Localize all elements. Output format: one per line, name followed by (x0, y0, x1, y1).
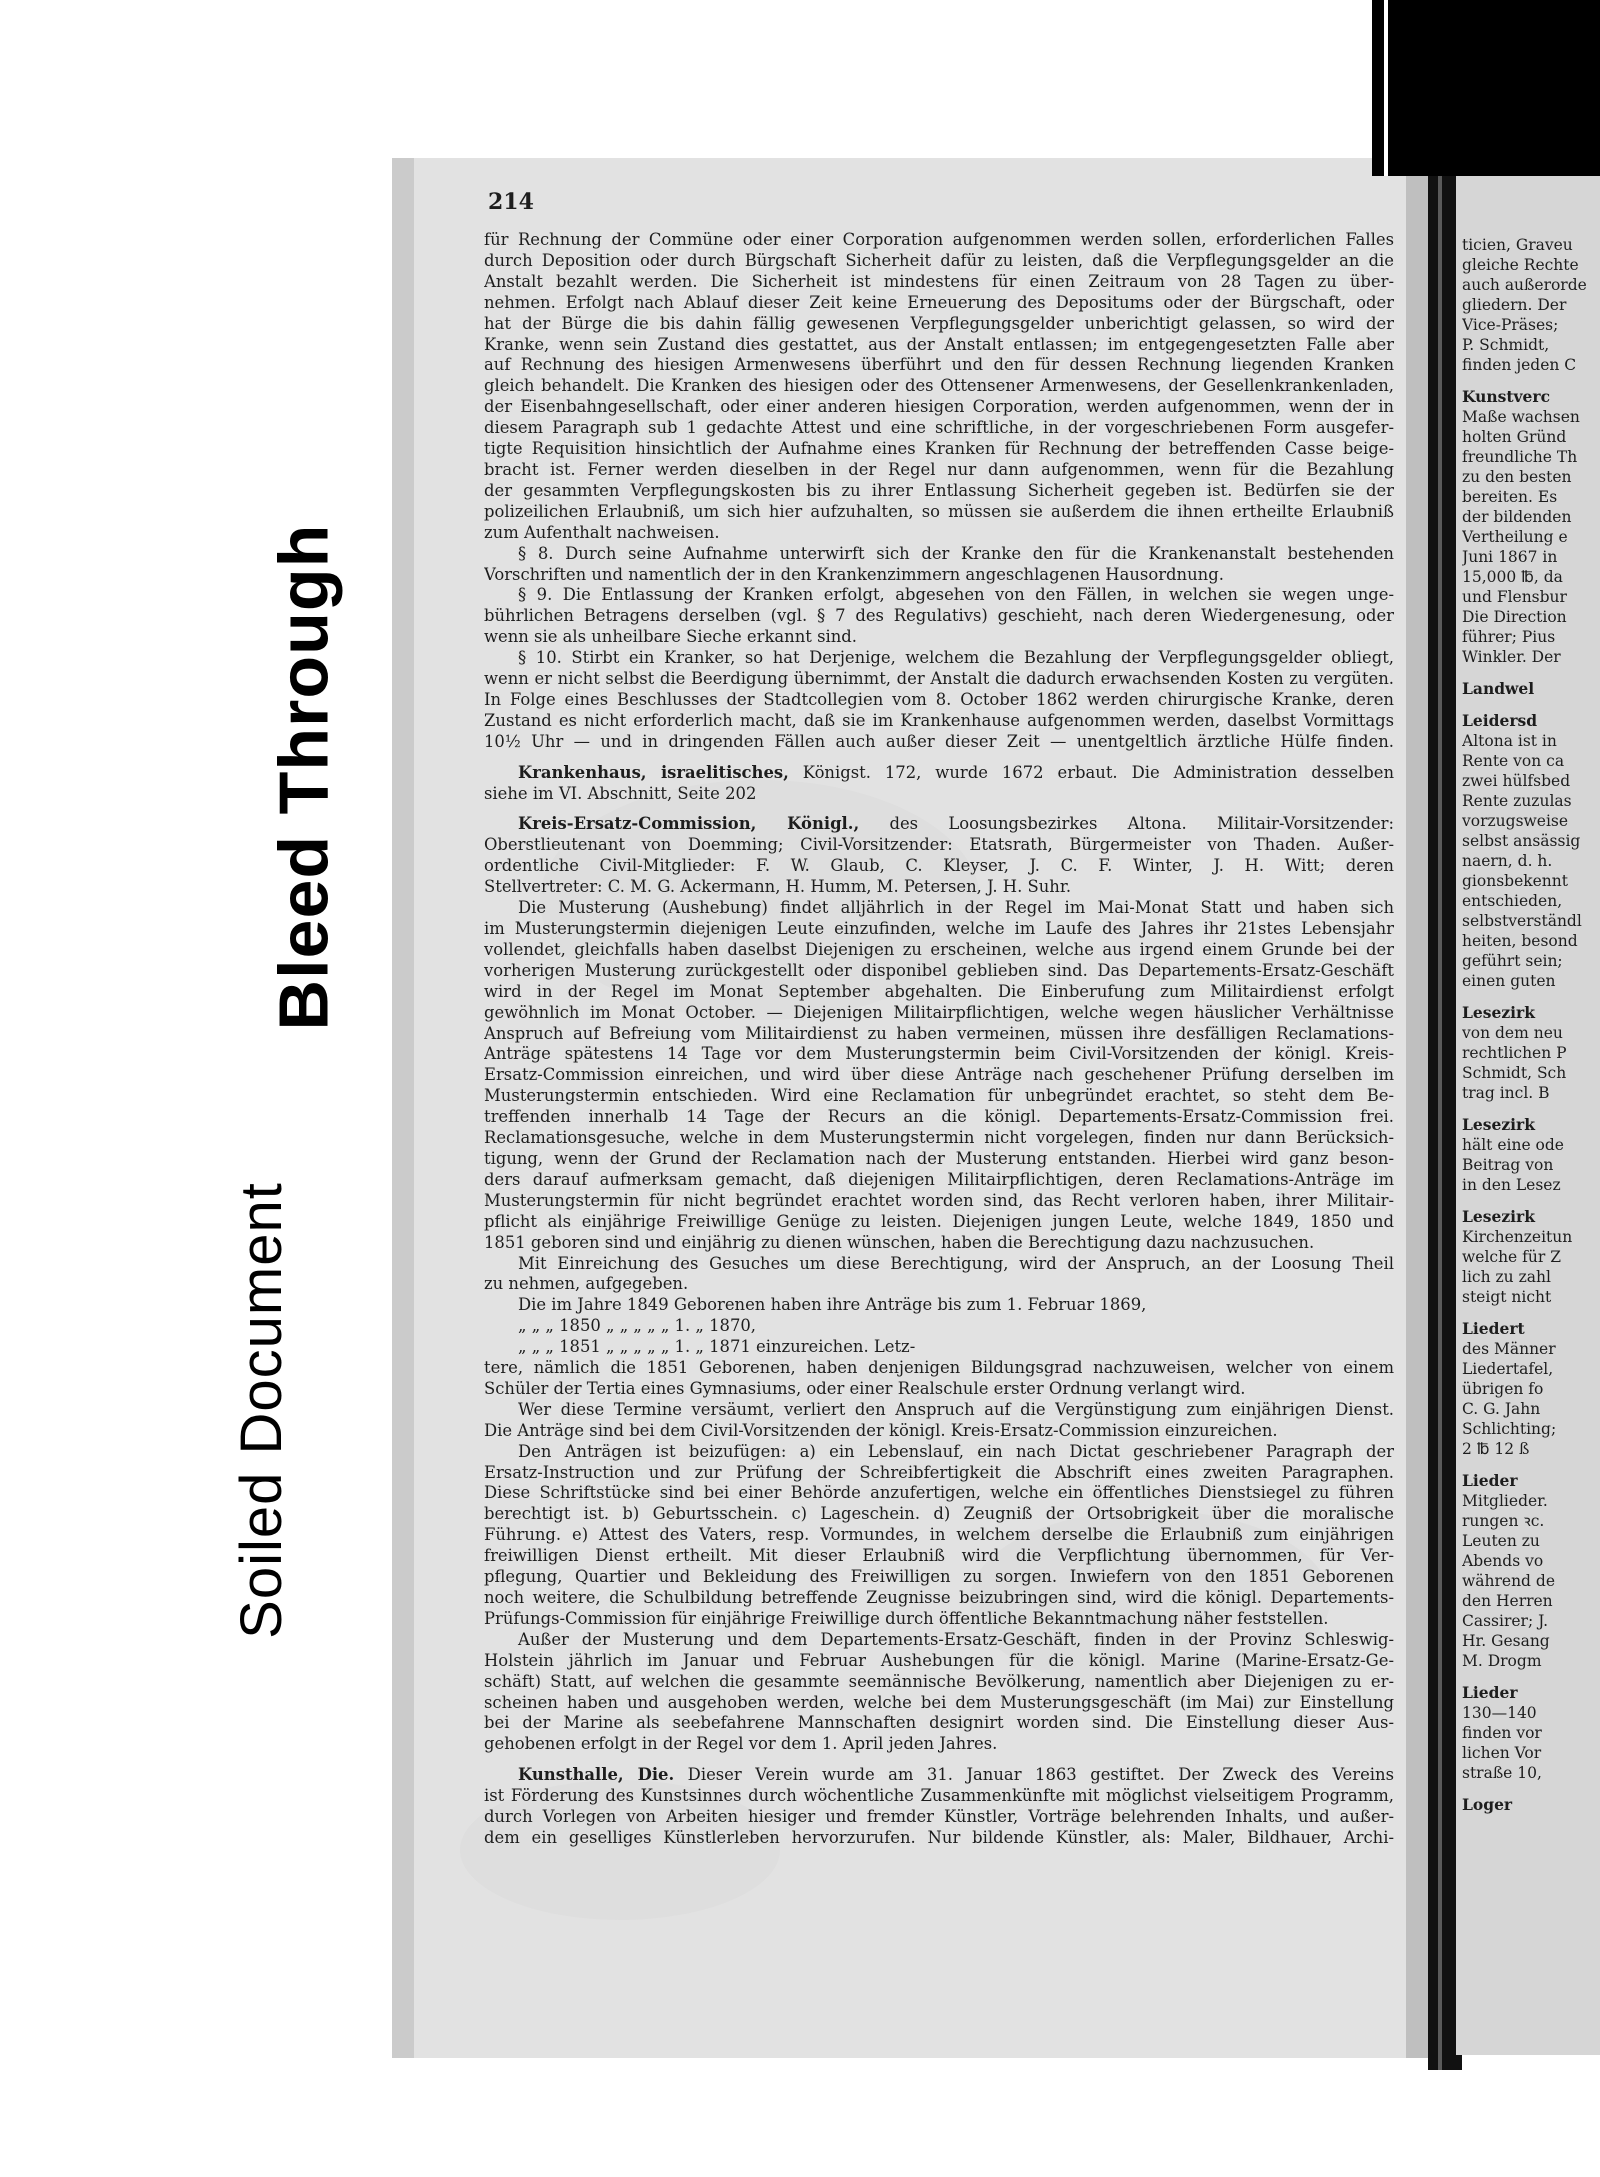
line-text: Schüler der Tertia eines Gymnasiums, oder einer Realschule erster Ordnung verlangt wird. (484, 1378, 1246, 1398)
text-line (484, 1065, 1394, 1086)
text-line (484, 1713, 1394, 1734)
line-text: hat der Bürge die bis dahin fällig gewesenen Verpflegungsgelder unberichtigt gelassen, so wird der (484, 313, 1394, 333)
right-text-line: bereiten. Es (1462, 488, 1558, 506)
line-text: bei der Marine als seebefahrene Mannschaften designirt worden sind. Die Einstellung dieser Aus- (484, 1713, 1394, 1733)
text-line (484, 1337, 1394, 1358)
line-text: berechtigt ist. b) Geburtsschein. c) Lageschein. d) Zeugniß der Ortsobrigkeit über die moralische (484, 1504, 1394, 1524)
right-text-line: von dem neu (1462, 1024, 1563, 1042)
right-text-line: des Männer (1462, 1340, 1556, 1358)
text-line (484, 1567, 1394, 1588)
right-text-line: finden vor (1462, 1724, 1542, 1742)
text-line (484, 1295, 1394, 1316)
line-text: Kranke, wenn sein Zustand dies gestattet, aus der Anstalt entlassen; im entgegengesetzten Falle aber (484, 334, 1394, 354)
right-text-line: M. Drogm (1462, 1652, 1542, 1670)
line-text: wenn sie als unheilbare Sieche erkannt sind. (484, 627, 857, 647)
text-line (484, 1274, 1394, 1295)
right-entry-heading: Lesezirk (1462, 1003, 1535, 1022)
text-line (484, 1024, 1394, 1045)
line-text: noch weitere, die Schulbildung betreffende Zeugnisse beizubringen sind, wird die königl. Departements- (484, 1588, 1394, 1607)
text-line (484, 1651, 1394, 1672)
line-text: ders darauf aufmerksam gemacht, daß diejenigen Militairpflichtigen, deren Reclamations-Anträge im (484, 1169, 1394, 1189)
bleed-through-label (248, 472, 358, 1082)
text-line (484, 1588, 1394, 1609)
right-entry-heading: Landwel (1462, 679, 1535, 698)
right-text-line: 2 ℔ 12 ß (1462, 1440, 1530, 1458)
right-text-line: zwei hülfsbed (1462, 772, 1571, 790)
text-line (484, 230, 1394, 251)
text-line (484, 763, 1394, 784)
text-line (484, 1149, 1394, 1170)
line-text: nehmen. Erfolgt nach Ablauf dieser Zeit keine Erneuerung des Depositums oder der Bürgschaft, oder (484, 292, 1394, 312)
line-text: Außer der Musterung und dem Departements-Ersatz-Geschäft, finden in der Provinz Schleswig- (518, 1629, 1394, 1649)
text-line (484, 314, 1394, 335)
text-line (484, 1483, 1394, 1504)
text-line (484, 1693, 1394, 1714)
right-text-line: vorzugsweise (1462, 812, 1569, 830)
line-text: gehobenen erfolgt in der Regel vor dem 1. April jeden Jahres. (484, 1734, 998, 1754)
right-text-line: den Herren (1462, 1592, 1553, 1610)
text-line (484, 1672, 1394, 1693)
right-text-line: lich zu zahl (1462, 1268, 1551, 1286)
line-text: durch Vorlegen von Arbeiten hiesiger und fremder Künstler, Vorträge belehrenden Inhalts, und außer- (484, 1807, 1394, 1827)
right-text-line: Hr. Gesang (1462, 1632, 1550, 1650)
right-text-line: Liedertafel, (1462, 1360, 1554, 1378)
right-text-line: welche für Z (1462, 1248, 1561, 1266)
text-line (484, 898, 1394, 919)
text-line (484, 502, 1394, 523)
right-text-line: in den Lesez (1462, 1176, 1561, 1194)
line-text: Anträge spätestens 14 Tage vor dem Musterungstermin beim Civil-Vorsitzenden der königl. Kreis- (484, 1044, 1394, 1064)
line-text: schäft) Statt, auf welchen die gesammte seemännische Bevölkerung, namentlich aber Diejenigen zu er- (484, 1671, 1394, 1691)
line-text: 1851 geboren sind und einjährig zu dienen wünschen, haben die Berechtigung dazu nachzusuchen. (484, 1232, 1315, 1252)
line-text: 10½ Uhr — und in dringenden Fällen auch außer dieser Zeit — unentgeltlich ärztliche Hülfe finden. (484, 731, 1394, 751)
text-line (484, 1086, 1394, 1107)
right-text-line: entschieden, (1462, 892, 1563, 910)
text-line (484, 1358, 1394, 1379)
right-text-line: Kirchenzeitun (1462, 1228, 1573, 1246)
text-line (484, 565, 1394, 586)
right-text-line: zu den besten (1462, 468, 1572, 486)
soiled-document-label (212, 1110, 310, 1710)
right-text-line: selbstverständl (1462, 912, 1582, 930)
text-line (484, 1233, 1394, 1254)
line-text: Führung. e) Attest des Vaters, resp. Vormundes, in welchem derselbe die Erlaubniß zum einjährigen (484, 1525, 1394, 1545)
right-text-line: Vice-Präses; (1462, 316, 1559, 334)
right-text-line: gionsbekennt (1462, 872, 1569, 890)
right-text-line: selbst ansässig (1462, 832, 1581, 850)
line-text: Die Musterung (Aushebung) findet alljährlich in der Regel im Mai-Monat Statt und haben sich (518, 898, 1394, 918)
right-text-line: Rente zuzulas (1462, 792, 1572, 810)
text-line (484, 355, 1394, 376)
text-line (484, 627, 1394, 648)
line-text: pflicht als einjährige Freiwillige Genüge zu leisten. Diejenigen jungen Leute, welche 1849, 1850 und (484, 1211, 1394, 1231)
line-text: Reclamationsgesuche, welche in dem Musterungstermin nicht vorgelegen, finden nur dann Berücksich- (484, 1128, 1394, 1148)
line-text: diesem Paragraph sub 1 gedachte Attest und eine schriftliche, in der vorgeschriebenen Form ausgefer- (484, 418, 1394, 438)
right-text-line: lichen Vor (1462, 1744, 1542, 1762)
entry-heading: Kunsthalle, Die. (518, 1765, 675, 1785)
line-text: ist Förderung des Kunstsinnes durch wöchentliche Zusammenkünfte mit möglichst vielseitigem Programm, (484, 1786, 1394, 1806)
line-text: Musterungstermin entschieden. Wird eine Reclamation für unbegründet erachtet, so steht dem Be- (484, 1086, 1394, 1106)
line-text: § 8. Durch seine Aufnahme unterwirft sich der Kranke den für die Krankenanstalt bestehenden (518, 543, 1394, 563)
text-line (484, 814, 1394, 835)
right-entry-heading: Loger (1462, 1795, 1513, 1814)
text-line (484, 1734, 1394, 1755)
line-text: der gesammten Verpflegungskosten bis zu ihrer Entlassung Sicherheit gegeben ist. Bedürfen sie der (484, 480, 1394, 500)
text-line (484, 1128, 1394, 1149)
line-text: gewöhnlich im Monat October. — Diejenigen Militairpflichtigen, welche wegen häuslicher Verhältnisse (484, 1002, 1394, 1022)
line-text: § 10. Stirbt ein Kranker, so hat Derjenige, welchem die Bezahlung der Verpflegungsgelder obliegt, (518, 648, 1394, 668)
right-text-line: Schlichting; (1462, 1420, 1557, 1438)
line-text: der Eisenbahngesellschaft, oder einer anderen hiesigen Corporation, werden aufgenommen, wenn der in (484, 397, 1394, 417)
right-entry-heading: Leidersd (1462, 711, 1538, 730)
text-line (484, 585, 1394, 606)
line-text: bührlichen Betragens derselben (vgl. § 7 des Regulativs) geschieht, nach deren Wiedergenesung, oder (484, 606, 1394, 626)
text-line (484, 460, 1394, 481)
right-text-line: steigt nicht (1462, 1288, 1552, 1306)
text-line (484, 648, 1394, 669)
text-line (484, 1609, 1394, 1630)
right-text-line: einen guten (1462, 972, 1556, 990)
right-text-line: Juni 1867 in (1462, 548, 1558, 566)
right-text-line: Rente von ca (1462, 752, 1565, 770)
right-page-fragment (1462, 235, 1600, 2035)
line-text: im Musterungstermin diejenigen Leute einzufinden, welche im Laufe des Jahres ihr 21stes Lebensjahr (484, 919, 1394, 938)
right-text-line: freundliche Th (1462, 448, 1578, 466)
right-text-line: rechtlichen P (1462, 1044, 1567, 1062)
text-line (484, 856, 1394, 877)
right-text-line: Abends vo (1462, 1552, 1544, 1570)
text-line (484, 1525, 1394, 1546)
text-line (484, 1463, 1394, 1484)
right-text-line: Maße wachsen (1462, 408, 1580, 426)
text-line (484, 1400, 1394, 1421)
text-line (484, 1170, 1394, 1191)
line-text: auf Rechnung des hiesigen Armenwesens überführt und den für dessen Rechnung liegenden Kranken (484, 355, 1394, 375)
line-text: wird in der Regel im Monat September abgehalten. Die Einberufung zum Militairdienst erfolgt (484, 981, 1394, 1001)
right-text-line: führer; Pius (1462, 628, 1556, 646)
line-text: Mit Einreichung des Gesuches um diese Berechtigung, wird der Anspruch, an der Loosung Theil (518, 1253, 1394, 1273)
right-text-line: Schmidt, Sch (1462, 1064, 1567, 1082)
text-line (484, 1504, 1394, 1525)
line-text: freiwilligen Dienst ertheilt. Mit dieser Erlaubniß wird die Verpflichtung übernommen, für Ver- (484, 1546, 1394, 1566)
text-line (484, 1630, 1394, 1651)
right-text-line: Vertheilung e (1462, 528, 1568, 546)
right-text-line: Leuten zu (1462, 1532, 1540, 1550)
right-text-line: geführt sein; (1462, 952, 1563, 970)
right-text-line: übrigen fo (1462, 1380, 1544, 1398)
entry-heading: Kreis-Ersatz-Commission, Königl., (518, 814, 860, 834)
text-line (484, 397, 1394, 418)
line-text: Die im Jahre 1849 Geborenen haben ihre Anträge bis zum 1. Februar 1869, (518, 1295, 1147, 1315)
right-text-line: auch außerorde (1462, 276, 1587, 294)
right-text-line: finden jeden C (1462, 356, 1577, 374)
main-text-block (484, 230, 1394, 1849)
line-text: Stellvertreter: C. M. G. Ackermann, H. Humm, M. Petersen, J. H. Suhr. (484, 877, 1072, 897)
line-text: § 9. Die Entlassung der Kranken erfolgt, abgesehen von den Fällen, in welchen sie wegen unge- (518, 585, 1394, 605)
bleed-through-label-text: Bleed Through (264, 523, 342, 1031)
line-text: Den Anträgen ist beizufügen: a) ein Lebenslauf, ein nach Dictat geschriebener Paragraph der (518, 1441, 1394, 1461)
right-text-line: Cassirer; J. (1462, 1612, 1549, 1630)
line-text: tigte Requisition hinsichtlich der Aufnahme eines Kranken für Rechnung der betreffenden Casse beige- (484, 439, 1394, 459)
right-entry-heading: Lesezirk (1462, 1207, 1535, 1226)
right-text-line: holten Gründ (1462, 428, 1567, 446)
line-text: durch Deposition oder durch Bürgschaft Sicherheit dafür zu leisten, daß die Verpflegungsgelder an die (484, 250, 1394, 270)
right-text-line: trag incl. B (1462, 1084, 1550, 1102)
line-text: Königst. 172, wurde 1672 erbaut. Die Administration desselben (788, 762, 1394, 782)
right-entry-heading: Lieder (1462, 1471, 1518, 1490)
line-text: polizeilichen Erlaubniß, um sich hier aufzuhalten, so müssen sie außerdem die ihnen ertheilte Erlaubniß (484, 501, 1394, 521)
line-text: Ersatz-Commission einreichen, und wird über diese Anträge nach geschehener Prüfung derselben im (484, 1065, 1394, 1085)
text-line (484, 732, 1394, 753)
text-line (484, 835, 1394, 856)
line-text: Zustand es nicht erforderlich macht, daß sie im Krankenhause aufgenommen werden, daselbst Vormittags (484, 710, 1394, 730)
right-text-line: hält eine ode (1462, 1136, 1564, 1154)
line-text: Ersatz-Instruction und zur Prüfung der Schreibfertigkeit die Abschrift eines zweiten Paragraphen. (484, 1462, 1394, 1482)
right-text-line: Altona ist in (1462, 732, 1557, 750)
right-text-line: ticien, Graveu (1462, 236, 1573, 254)
line-text: Wer diese Termine versäumt, verliert den Anspruch auf die Vergünstigung zum einjährigen Dienst. (518, 1399, 1394, 1419)
right-entry-heading: Lieder (1462, 1683, 1518, 1702)
line-text: bracht ist. Ferner werden dieselben in der Regel nur dann aufgenommen, wenn für die Bezahlung (484, 459, 1394, 479)
text-line (484, 335, 1394, 356)
line-text: tigung, wenn der Grund der Reclamation nach der Musterung entstanden. Hierbei wird ganz beson- (484, 1148, 1394, 1168)
right-text-line: Mitglieder. (1462, 1492, 1548, 1510)
text-line (484, 606, 1394, 627)
text-line (484, 1003, 1394, 1024)
text-line (484, 1316, 1394, 1337)
line-text: Prüfungs-Commission für einjährige Freiwillige durch öffentliche Bekanntmachung näher feststellen. (484, 1608, 1329, 1628)
right-text-line: naern, d. h. (1462, 852, 1553, 870)
text-line (484, 418, 1394, 439)
line-text: Die Anträge sind bei dem Civil-Vorsitzenden der königl. Kreis-Ersatz-Commission einzureichen. (484, 1420, 1278, 1440)
line-text: siehe im VI. Abschnitt, Seite 202 (484, 783, 757, 803)
line-text: Holstein jährlich im Januar und Februar Aushebungen für die königl. Marine (Marine-Ersatz-Ge- (484, 1650, 1394, 1670)
text-line (484, 961, 1394, 982)
right-entry-heading: Kunstverc (1462, 387, 1551, 406)
text-line (484, 251, 1394, 272)
line-text: zum Aufenthalt nachweisen. (484, 522, 720, 542)
line-text: für Rechnung der Commüne oder einer Corporation aufgenommen werden sollen, erforderlichen Falles (484, 230, 1394, 249)
text-line (484, 1421, 1394, 1442)
soiled-document-label-text: Soiled Document (228, 1181, 294, 1639)
line-text: des Loosungsbezirkes Altona. Militair-Vorsitzender: (859, 814, 1394, 834)
text-line (484, 711, 1394, 732)
main-page (402, 172, 1410, 2052)
right-text-line: während de (1462, 1572, 1555, 1590)
text-line (484, 1546, 1394, 1567)
right-text-line: Die Direction (1462, 608, 1567, 626)
text-line (484, 544, 1394, 565)
text-line (484, 669, 1394, 690)
right-text-line: P. Schmidt, (1462, 336, 1550, 354)
right-text-line: heiten, besond (1462, 932, 1578, 950)
text-line (484, 1191, 1394, 1212)
text-line (484, 1254, 1394, 1275)
text-line (484, 1379, 1394, 1400)
text-line (484, 982, 1394, 1003)
right-entry-heading: Liedert (1462, 1319, 1525, 1338)
line-text: Anstalt bezahlt werden. Die Sicherheit ist mindestens für einen Zeitraum von 28 Tagen zu über- (484, 271, 1394, 291)
right-text-line: Winkler. Der (1462, 648, 1561, 666)
page-number: 214 (488, 189, 534, 215)
line-text: wenn er nicht selbst die Beerdigung übernimmt, der Anstalt die dadurch erwachsenden Kosten zu vergüten. (484, 669, 1394, 689)
text-line (484, 481, 1394, 502)
line-text: vorherigen Musterung zurückgestellt oder disponibel geblieben sind. Das Departements-Ersatz-Geschäft (484, 960, 1394, 980)
text-line (484, 1044, 1394, 1065)
text-line (484, 1828, 1394, 1849)
text-line (484, 1442, 1394, 1463)
line-text: scheinen haben und ausgehoben werden, welche bei dem Musterungsgeschäft (im Mai) zur Einstellung (484, 1692, 1394, 1712)
line-text: Dieser Verein wurde am 31. Januar 1863 gestiftet. Der Zweck des Vereins (674, 1765, 1394, 1785)
right-text-line: Beitrag von (1462, 1156, 1554, 1174)
right-text-line: C. G. Jahn (1462, 1400, 1541, 1418)
text-line (484, 376, 1394, 397)
text-line (484, 1212, 1394, 1233)
text-line (484, 439, 1394, 460)
text-line (484, 690, 1394, 711)
text-line (484, 1107, 1394, 1128)
right-text-line: 130—140 (1462, 1704, 1537, 1722)
line-text: gleich behandelt. Die Kranken des hiesigen oder des Ottensener Armenwesens, der Gesellenkrankenladen, (484, 376, 1394, 396)
right-text-line: straße 10, (1462, 1764, 1542, 1782)
entry-heading: Krankenhaus, israelitisches, (518, 762, 789, 782)
text-line (484, 919, 1394, 940)
line-text: zu nehmen, aufgegeben. (484, 1274, 689, 1294)
text-line (484, 523, 1394, 544)
text-line (484, 940, 1394, 961)
right-text-line: der bildenden (1462, 508, 1572, 526)
line-text: pflegung, Quartier und Bekleidung des Freiwilligen zu sorgen. Inwiefern von den 1851 Geborenen (484, 1567, 1394, 1587)
line-text: In Folge eines Beschlusses der Stadtcollegien vom 8. October 1862 werden chirurgische Kranke, deren (484, 689, 1394, 709)
right-text-line: gleiche Rechte (1462, 256, 1579, 274)
line-text: ordentliche Civil-Mitglieder: F. W. Glaub, C. Kleyser, J. C. F. Winter, J. H. Witt; deren (484, 856, 1394, 876)
line-text: „ „ „ 1850 „ „ „ „ „ 1. „ 1870, (518, 1316, 757, 1336)
line-text: treffenden innerhalb 14 Tage der Recurs an die königl. Departements-Ersatz-Commission frei. (484, 1107, 1394, 1127)
text-line (484, 1765, 1394, 1786)
right-text-line: und Flensbur (1462, 588, 1567, 606)
line-text: vollendet, gleichfalls haben daselbst Diejenigen zu erscheinen, welche aus irgend einem Grunde bei der (484, 939, 1394, 959)
text-line (484, 877, 1394, 898)
line-text: Musterungstermin für nicht begründet erachtet worden sind, das Recht verloren haben, ihrer Militair- (484, 1190, 1394, 1210)
line-text: Oberstlieutenant von Doemming; Civil-Vorsitzender: Etatsrath, Bürgermeister von Thaden. Außer- (484, 835, 1394, 855)
right-text-line: gliedern. Der (1462, 296, 1567, 314)
text-line (484, 293, 1394, 314)
line-text: „ „ „ 1851 „ „ „ „ „ 1. „ 1871 einzureichen. Letz- (518, 1337, 916, 1357)
right-text-line: rungen ꝛc. (1462, 1512, 1545, 1530)
line-text: tere, nämlich die 1851 Geborenen, haben denjenigen Bildungsgrad nachzuweisen, welcher von einem (484, 1358, 1394, 1378)
right-entry-heading: Lesezirk (1462, 1115, 1535, 1134)
line-text: Vorschriften und namentlich der in den Krankenzimmern angeschlagenen Hausordnung. (484, 564, 1224, 584)
text-line (484, 1807, 1394, 1828)
right-text-line: 15,000 ℔, da (1462, 568, 1563, 586)
line-text: Anspruch auf Befreiung vom Militairdienst zu haben vermeinen, müssen ihre desfälligen Reclamations- (484, 1023, 1394, 1043)
text-line (484, 272, 1394, 293)
line-text: dem ein geselliges Künstlerleben hervorzurufen. Nur bildende Künstler, als: Maler, Bildhauer, Archi- (484, 1827, 1394, 1847)
line-text: Diese Schriftstücke sind bei einer Behörde anzufertigen, welche ein öffentliches Dienstsiegel zu führen (484, 1483, 1394, 1503)
text-line (484, 784, 1394, 805)
text-line (484, 1786, 1394, 1807)
